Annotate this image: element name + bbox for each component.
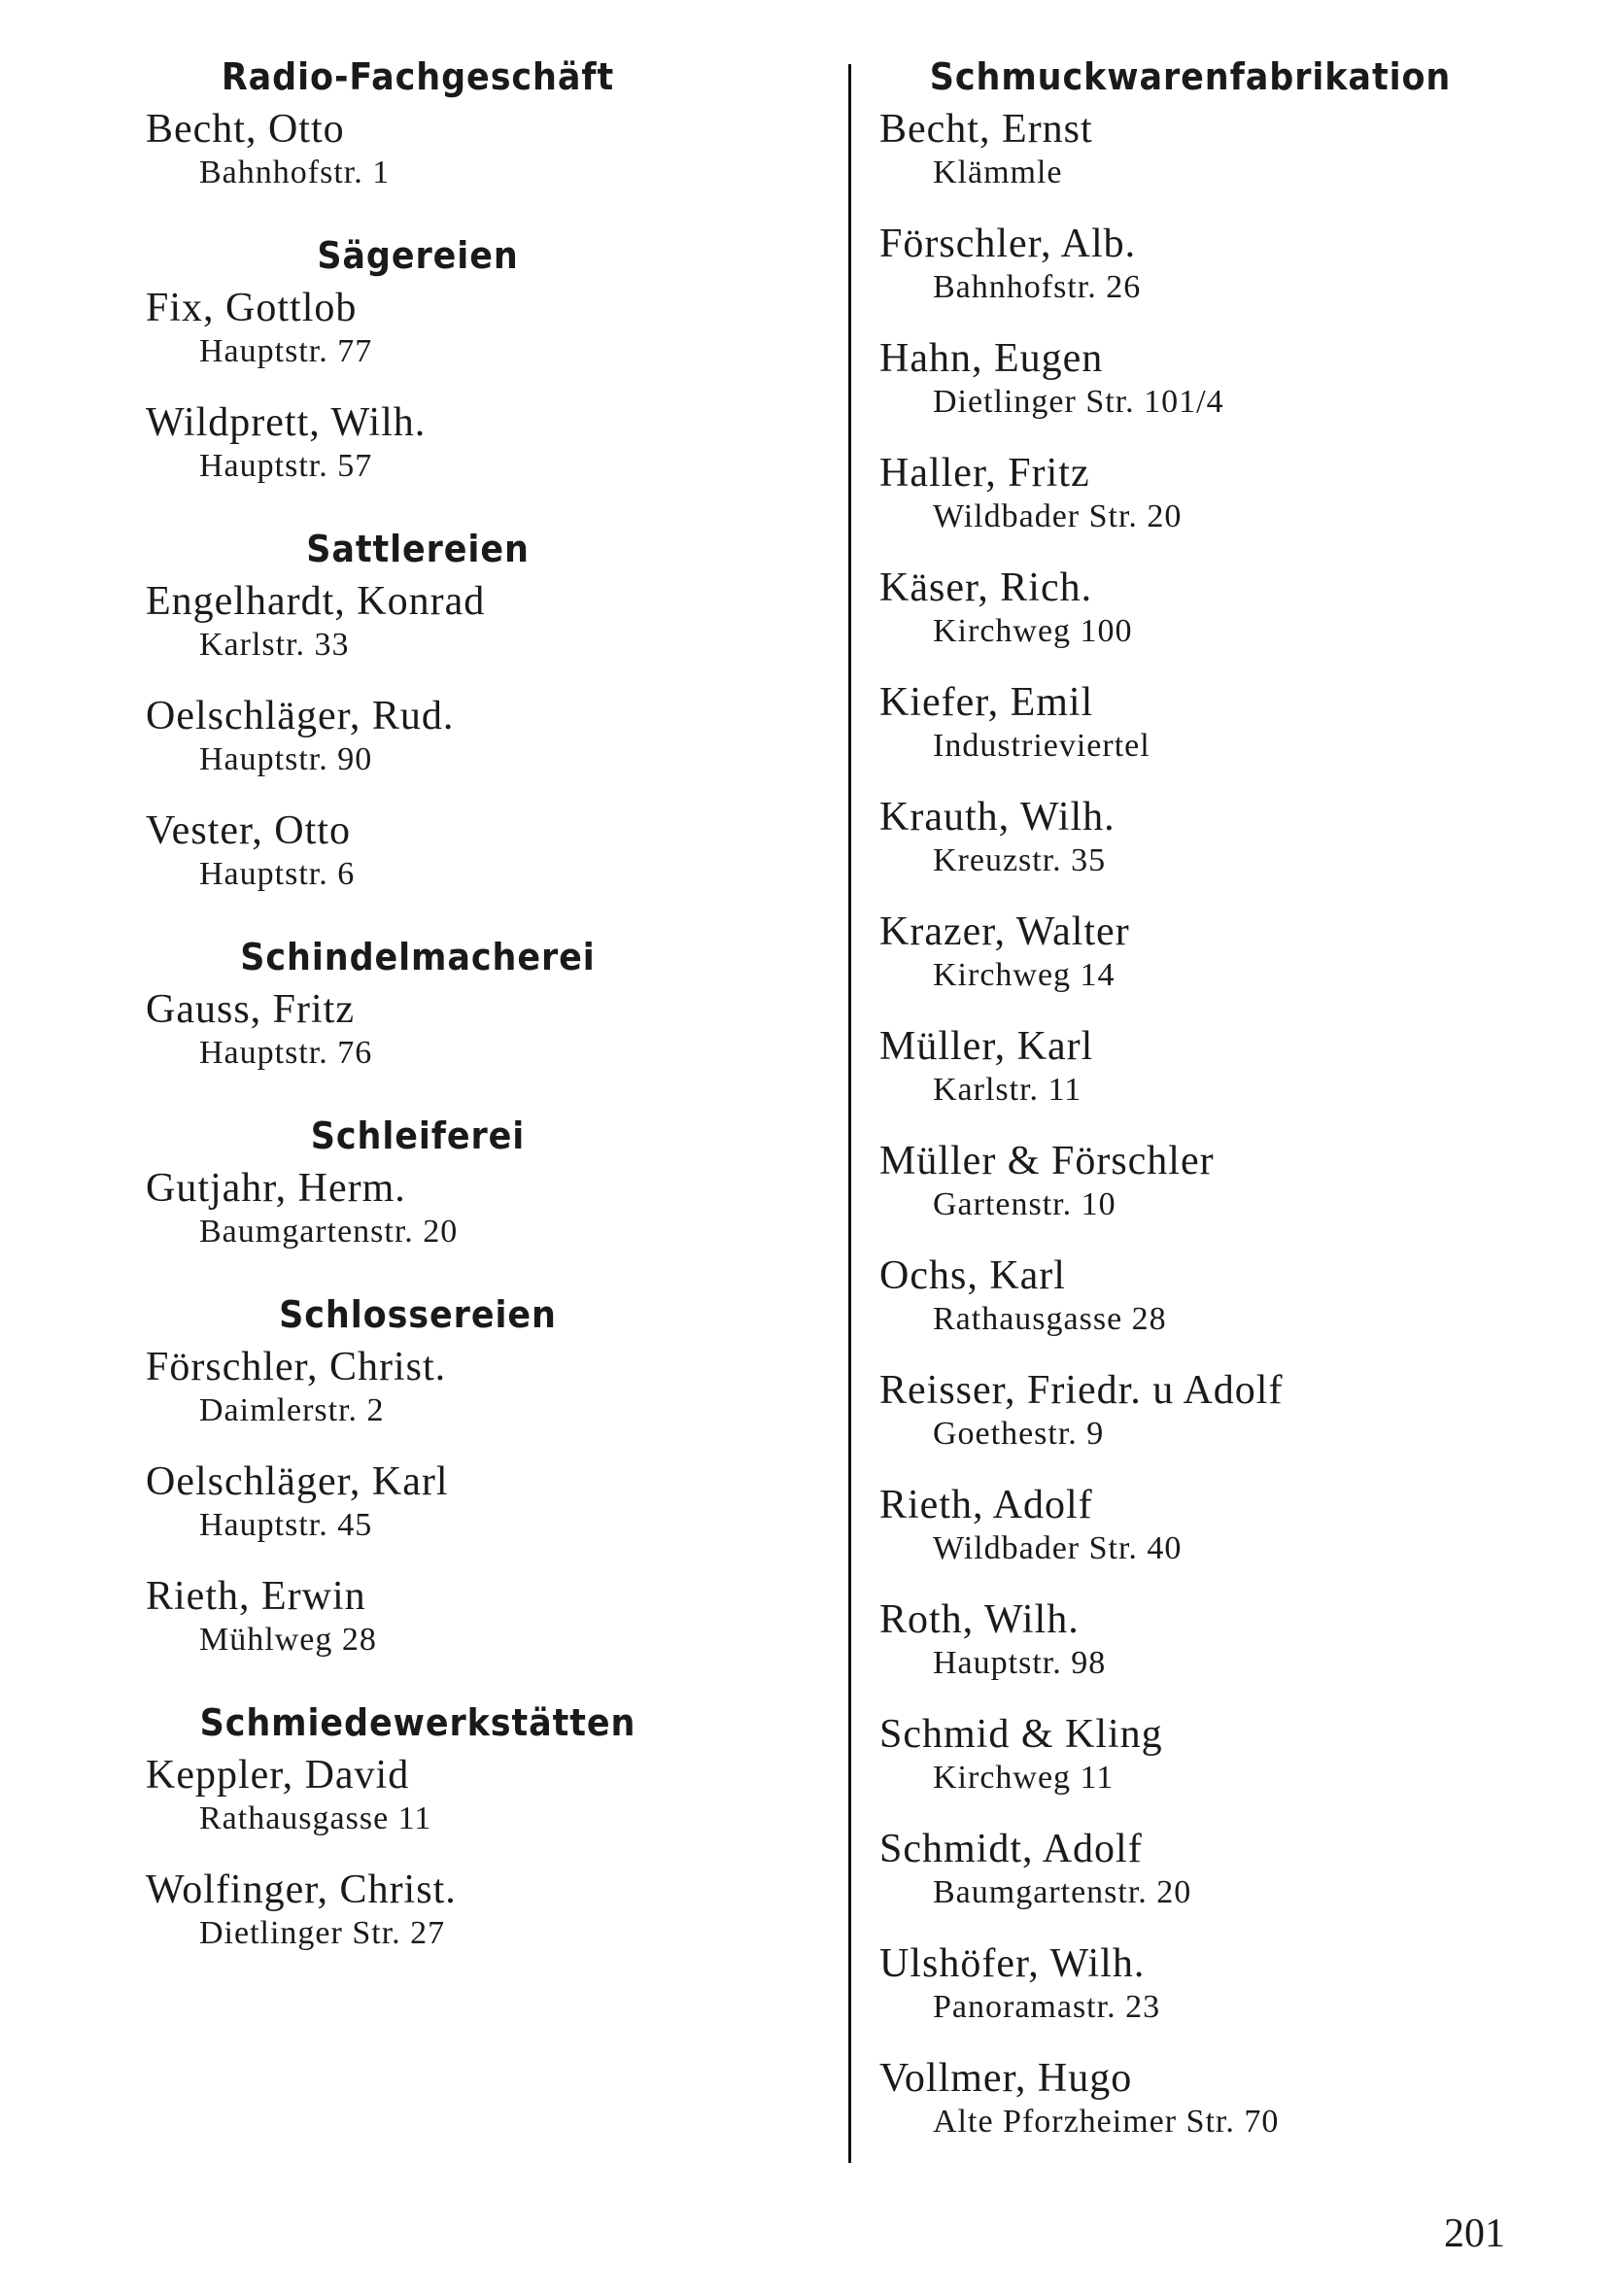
entry-name: Becht, Otto [146,107,345,152]
directory-entry [146,105,690,192]
directory-entry [146,577,690,665]
section-heading: Radio-Fachgeschäft [221,55,615,98]
directory-entry [879,105,1501,192]
entry-name: Oelschläger, Rud. [146,694,455,738]
entry-name: Förschler, Alb. [879,222,1137,266]
entry-address: Kreuzstr. 35 [933,842,1107,878]
entry-address: Industrieviertel [933,728,1150,764]
entry-name: Gutjahr, Herm. [146,1166,406,1211]
entry-name: Becht, Ernst [879,107,1093,152]
section-heading: Schlossereien [279,1293,557,1336]
entry-address: Kirchweg 14 [933,957,1116,993]
left-column [146,49,690,1988]
entry-address: Bahnhofstr. 1 [199,154,391,190]
directory-entry [146,1866,690,1953]
directory-entry [879,1595,1501,1683]
entry-address: Wildbader Str. 40 [933,1530,1183,1566]
directory-section [146,49,690,192]
entry-address: Gartenstr. 10 [933,1186,1116,1222]
entry-name: Rieth, Erwin [146,1574,366,1619]
entry-address: Baumgartenstr. 20 [199,1214,459,1250]
entry-address: Goethestr. 9 [933,1416,1105,1452]
entry-address: Baumgartenstr. 20 [933,1874,1192,1910]
directory-entry [879,793,1501,880]
directory-entry [879,1366,1501,1454]
directory-entry [146,1751,690,1838]
directory-entry [146,1343,690,1430]
entry-name: Oelschläger, Karl [146,1459,449,1504]
directory-entry [879,1137,1501,1224]
entry-name: Käser, Rich. [879,565,1093,610]
directory-entry [146,692,690,779]
entry-address: Karlstr. 33 [199,627,350,663]
entry-address: Kirchweg 11 [933,1760,1115,1796]
entry-name: Roth, Wilh. [879,1597,1080,1642]
entry-address: Hauptstr. 90 [199,741,373,777]
entry-name: Vester, Otto [146,808,351,853]
directory-entry [146,806,690,894]
section-heading: Schmuckwarenfabrikation [929,55,1452,98]
entry-name: Müller, Karl [879,1024,1094,1069]
directory-entry [146,398,690,486]
entry-address: Panoramastr. 23 [933,1989,1161,2025]
directory-entry [146,1457,690,1545]
entry-name: Rieth, Adolf [879,1483,1093,1527]
directory-entry [879,1710,1501,1798]
section-heading: Sattlereien [306,528,530,570]
directory-entry [146,1572,690,1660]
directory-section [146,1695,690,1953]
directory-section [146,521,690,894]
entry-address: Hauptstr. 6 [199,856,356,892]
right-column [879,49,1501,2176]
entry-address: Dietlinger Str. 27 [199,1915,446,1951]
entry-address: Hauptstr. 77 [199,333,373,369]
column-divider [848,64,851,2163]
entry-name: Wildprett, Wilh. [146,400,427,445]
entry-address: Karlstr. 11 [933,1072,1082,1108]
directory-entry [146,985,690,1073]
entry-name: Vollmer, Hugo [879,2056,1133,2101]
entry-name: Krazer, Walter [879,909,1130,954]
entry-name: Gauss, Fritz [146,987,355,1032]
entry-address: Daimlerstr. 2 [199,1392,385,1428]
directory-entry [146,284,690,371]
directory-entry [879,1825,1501,1912]
directory-entry [879,678,1501,766]
directory-entry [879,220,1501,307]
directory-entry [879,449,1501,536]
directory-entry [146,1164,690,1251]
directory-entry [879,1251,1501,1339]
directory-entry [879,908,1501,995]
entry-name: Müller & Förschler [879,1139,1215,1183]
entry-address: Rathausgasse 11 [199,1800,432,1836]
section-heading: Sägereien [317,234,519,277]
directory-entry [879,1481,1501,1568]
entry-address: Klämmle [933,154,1063,190]
directory-section [146,929,690,1073]
entry-name: Schmid & Kling [879,1712,1163,1757]
directory-entry [879,2054,1501,2142]
directory-section [146,1108,690,1251]
page-number: 201 [1444,2211,1505,2256]
directory-entry [879,334,1501,422]
entry-name: Ochs, Karl [879,1253,1066,1298]
section-heading: Schleiferei [310,1114,526,1157]
entry-address: Hauptstr. 57 [199,448,373,484]
section-heading: Schmiedewerkstätten [199,1701,636,1744]
entry-name: Keppler, David [146,1753,410,1798]
entry-name: Hahn, Eugen [879,336,1104,381]
directory-section [879,49,1501,2142]
entry-address: Kirchweg 100 [933,613,1133,649]
entry-address: Bahnhofstr. 26 [933,269,1142,305]
entry-name: Reisser, Friedr. u Adolf [879,1368,1284,1413]
section-heading: Schindelmacherei [240,936,596,978]
entry-address: Hauptstr. 76 [199,1035,373,1071]
directory-entry [879,1939,1501,2027]
entry-name: Kiefer, Emil [879,680,1094,725]
directory-entry [879,564,1501,651]
entry-address: Mühlweg 28 [199,1622,377,1658]
entry-name: Krauth, Wilh. [879,795,1116,840]
entry-name: Engelhardt, Konrad [146,579,486,624]
entry-address: Hauptstr. 45 [199,1507,373,1543]
entry-address: Alte Pforzheimer Str. 70 [933,2104,1280,2140]
entry-name: Ulshöfer, Wilh. [879,1941,1146,1986]
entry-address: Dietlinger Str. 101/4 [933,384,1224,420]
entry-name: Förschler, Christ. [146,1345,447,1389]
directory-section [146,1286,690,1660]
entry-name: Fix, Gottlob [146,286,358,330]
entry-address: Wildbader Str. 20 [933,498,1183,534]
entry-name: Haller, Fritz [879,451,1090,496]
directory-section [146,227,690,486]
directory-entry [879,1022,1501,1110]
entry-address: Rathausgasse 28 [933,1301,1167,1337]
entry-name: Schmidt, Adolf [879,1827,1143,1871]
entry-name: Wolfinger, Christ. [146,1868,457,1912]
entry-address: Hauptstr. 98 [933,1645,1107,1681]
